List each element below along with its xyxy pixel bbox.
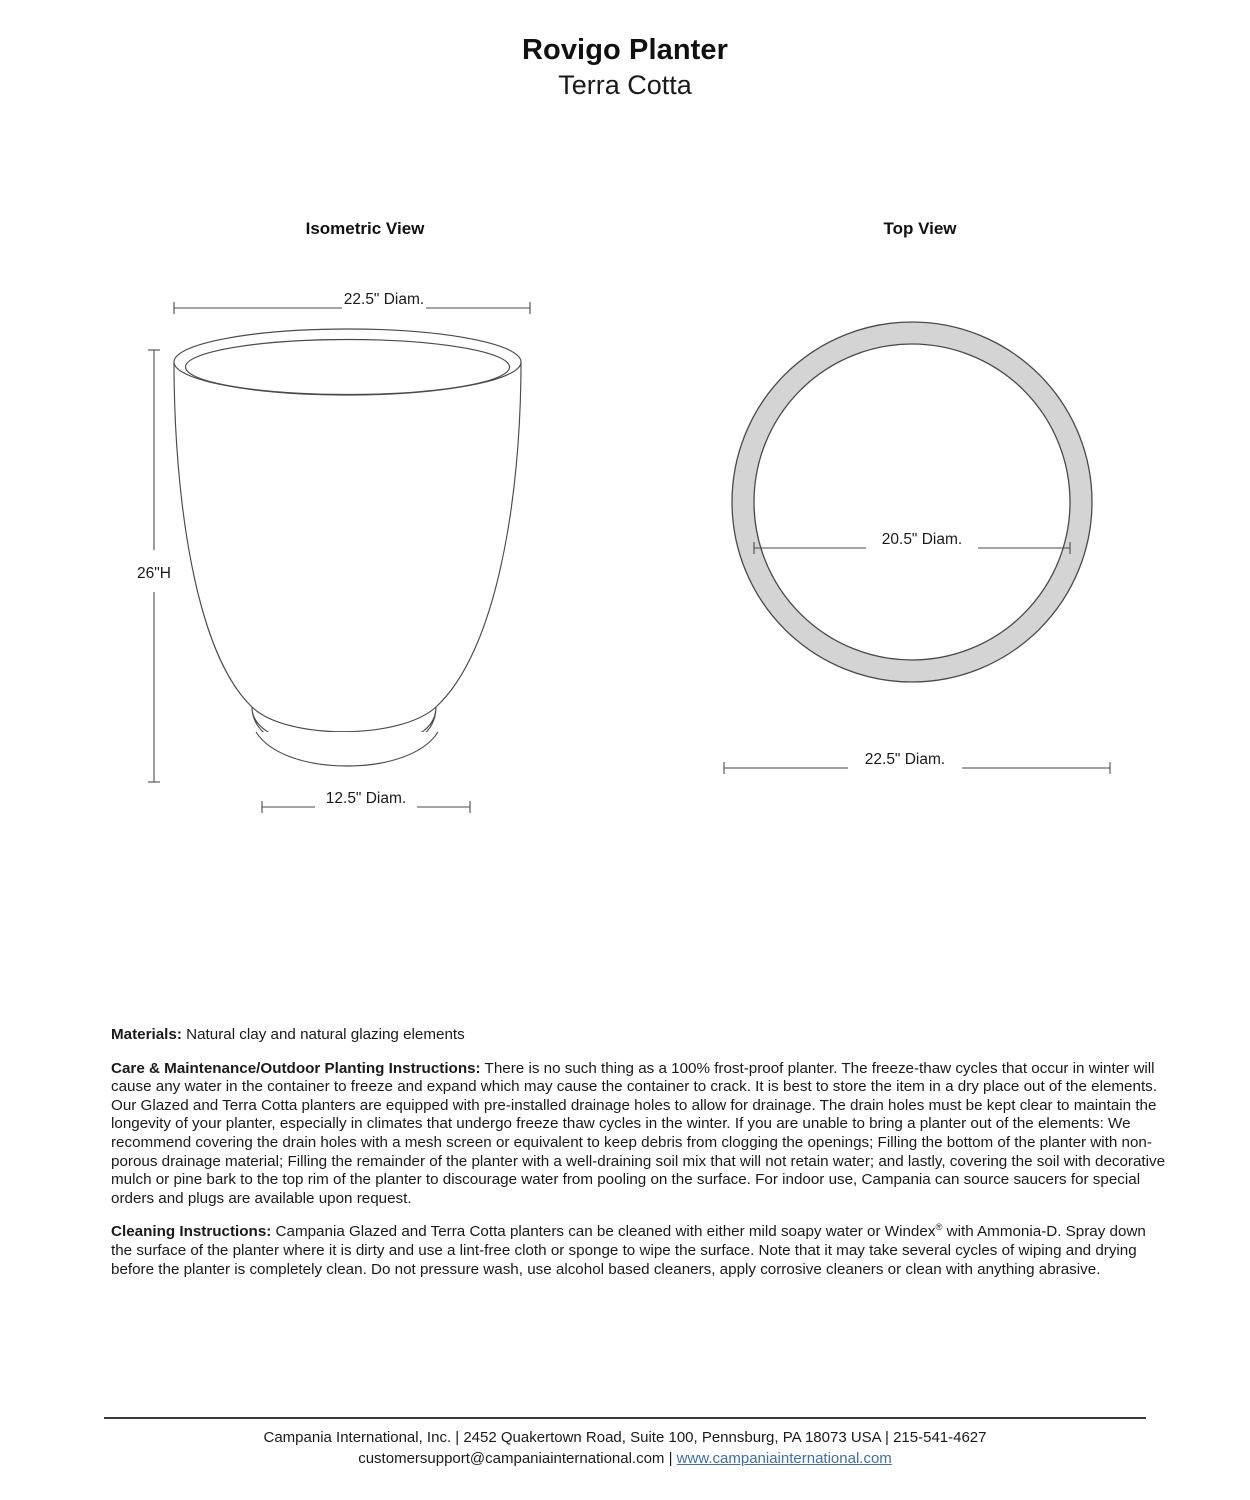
- top-view-caption: Top View: [883, 219, 957, 238]
- footer-divider: [104, 1417, 1146, 1419]
- materials-paragraph: [111, 1026, 1169, 1045]
- footer-email[interactable]: customersupport@campaniainternational.com: [358, 1450, 665, 1467]
- footer-separator: |: [664, 1450, 677, 1467]
- planter-ring: [732, 322, 1092, 682]
- page-subtitle: Terra Cotta: [558, 70, 692, 101]
- cleaning-label: Cleaning Instructions:: [111, 1223, 272, 1241]
- footer-website-link[interactable]: www.campaniainternational.com: [676, 1450, 892, 1467]
- planter-body-outline: [174, 362, 521, 732]
- isometric-view-caption: Isometric View: [305, 219, 425, 238]
- care-text: There is no such thing as a 100% frost-proof planter. The freeze-thaw cycles that occur in winter will cause any water in the container to freeze and expand which may cause the container to crack. It is best to store the item in a dry place out of the elements. Our Glazed and Terra Cotta planters are equipped with pre-installed drainage holes to allow for drainage. The drain holes must be kept clear to maintain the longevity of your planter, especially in climates that undergo freeze thaw cycles in the winter. If you are unable to bring a planter out of the elements: We recommend covering the drain holes with a mesh screen or equivalent to keep debris from clogging the openings; Filling the bottom of the planter with non-porous drainage material; Filling the remainder of the planter with a well-draining soil mix that will not retain water; and lastly, covering the soil with decorative mulch or pine bark to the top rim of the planter to discourage water from pooling on the surface. For indoor use, Campania can source saucers for special orders and plugs are available upon request.: [111, 1059, 1166, 1207]
- height-label: 26"H: [137, 565, 171, 582]
- inner-diameter-label: 20.5" Diam.: [881, 531, 963, 548]
- materials-text: Natural clay and natural glazing elements: [181, 1026, 465, 1043]
- top-diameter-label: 22.5" Diam.: [343, 291, 425, 308]
- base-diameter-label: 12.5" Diam.: [325, 790, 407, 807]
- footer-company-line: Campania International, Inc. | 2452 Quakertown Road, Suite 100, Pennsburg, PA 18073 USA | 215-541-4627: [263, 1429, 987, 1446]
- care-label: Care & Maintenance/Outdoor Planting Instructions:: [111, 1059, 481, 1077]
- footer-contact-line: [0, 1448, 1250, 1469]
- care-paragraph: [111, 1060, 1169, 1209]
- top-view-drawing: [690, 270, 1150, 810]
- specifications-text: [111, 1026, 1169, 1279]
- isometric-view-drawing: [110, 270, 550, 840]
- rim-inner-ellipse: [186, 340, 510, 395]
- outer-diameter-label: 22.5" Diam.: [864, 751, 946, 768]
- page-title: Rovigo Planter: [521, 34, 729, 66]
- cleaning-paragraph: [111, 1223, 1169, 1279]
- footer: [0, 1427, 1250, 1469]
- materials-label: Materials:: [111, 1026, 182, 1043]
- registered-trademark-symbol: ®: [935, 1222, 943, 1234]
- cleaning-text-part1: Campania Glazed and Terra Cotta planters can be cleaned with either mild soapy water or Windex: [271, 1223, 936, 1241]
- page-title-block: [0, 34, 1250, 102]
- cleaning-text-part2: with Ammonia-D. Spray down the surface of the planter where it is dirty and use a lint-free cloth or sponge to wipe the surface. Note that it may take several cycles of wiping and drying before the planter is completely clean. Do not pressure wash, use alcohol based cleaners, apply corrosive cleaners or clean with anything abrasive.: [111, 1223, 1146, 1278]
